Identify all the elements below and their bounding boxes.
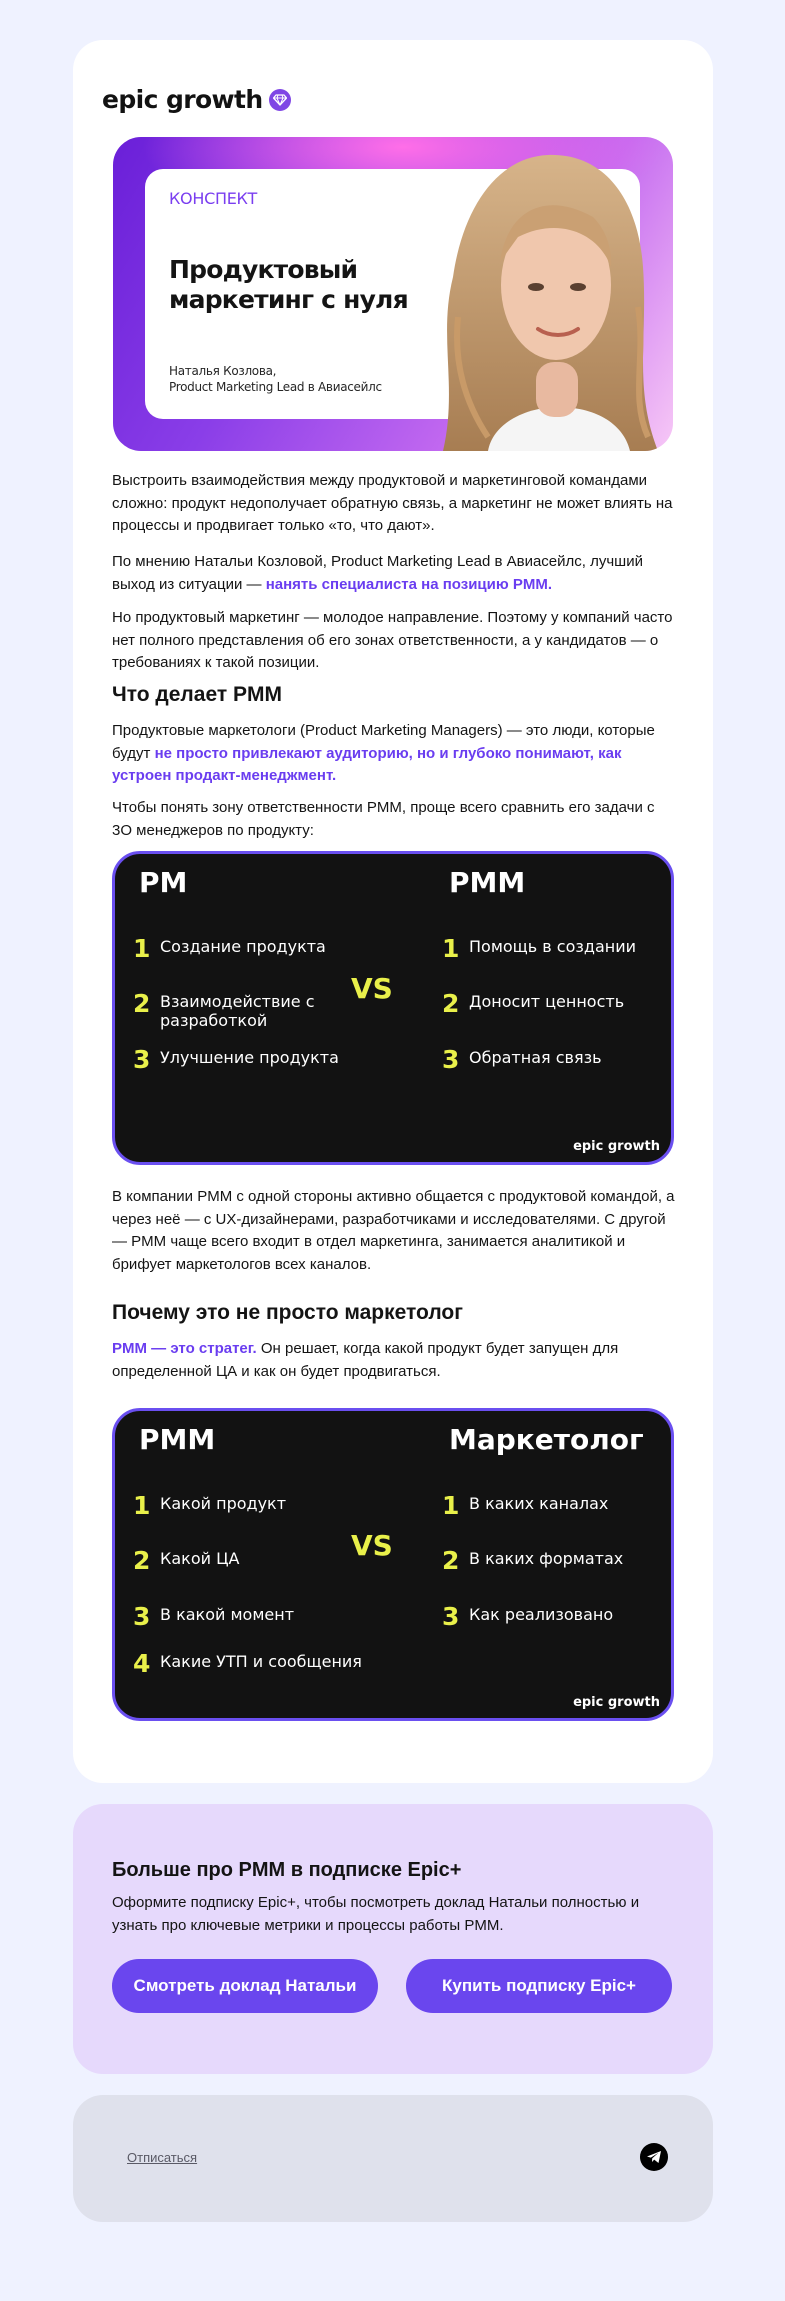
- promo-card: [73, 1804, 713, 2074]
- section1-highlight: не просто привлекают аудиторию, но и глубоко понимают, как устроен продакт-менеджмент.: [112, 744, 622, 784]
- hero-kicker: КОНСПЕКТ: [169, 189, 258, 208]
- watch-talk-button[interactable]: Смотреть доклад Натальи: [112, 1959, 378, 2013]
- item-text: Как реализовано: [469, 1605, 614, 1624]
- list-item: [442, 1046, 659, 1074]
- telegram-icon[interactable]: [640, 2143, 668, 2171]
- unsubscribe-link[interactable]: Отписаться: [127, 2150, 198, 2165]
- hero-title: Продуктовый маркетинг с нуля: [169, 255, 408, 314]
- author-role: Product Marketing Lead в Авиасейлс: [169, 380, 382, 394]
- brand-logo[interactable]: [102, 85, 291, 114]
- section2-paragraph: [112, 1338, 678, 1383]
- hire-pmm-link[interactable]: нанять специалиста на позицию PMM.: [265, 575, 553, 593]
- item-text: Улучшение продукта: [160, 1048, 339, 1067]
- list-item: [133, 1492, 286, 1520]
- item-number: 1: [133, 1491, 151, 1520]
- list-item: [442, 1603, 613, 1631]
- comparison-pmm-vs-marketer: [112, 1408, 674, 1721]
- item-text: Обратная связь: [469, 1048, 602, 1067]
- item-text: Какой ЦА: [160, 1549, 240, 1568]
- list-item: [442, 935, 659, 963]
- item-text: В какой момент: [160, 1605, 295, 1624]
- speaker-portrait: [398, 137, 673, 451]
- list-item: [133, 935, 330, 963]
- list-item: [133, 990, 330, 1030]
- footer-card: [73, 2095, 713, 2222]
- item-text: Взаимодействие с разработкой: [160, 992, 315, 1030]
- item-text: Доносит ценность: [469, 992, 625, 1011]
- compare-right-title: PMM: [449, 866, 526, 899]
- item-text: В каких форматах: [469, 1549, 624, 1568]
- compare-left-title: PMM: [139, 1423, 216, 1456]
- item-number: 2: [442, 989, 460, 1018]
- intro-p2-text: По мнению Натальи Козловой, Product Marketing Lead в Авиасейлс, лучший выход из ситуации —: [112, 553, 643, 593]
- list-item: [442, 990, 659, 1018]
- item-text: В каких каналах: [469, 1494, 609, 1513]
- item-number: 3: [133, 1602, 151, 1631]
- item-number: 1: [442, 1491, 460, 1520]
- item-number: 3: [133, 1045, 151, 1074]
- item-text: Какие УТП и сообщения: [160, 1652, 362, 1671]
- list-item: [442, 1492, 608, 1520]
- section-title-not-just-marketer: Почему это не просто маркетолог: [112, 1301, 463, 1324]
- item-text: Создание продукта: [160, 937, 326, 956]
- item-number: 2: [133, 989, 151, 1018]
- diamond-icon: [269, 89, 291, 111]
- list-item: [133, 1547, 239, 1575]
- hero-banner: [113, 137, 673, 451]
- compare-brand-watermark: epic growth: [573, 1695, 660, 1710]
- promo-text: Оформите подписку Epic+, чтобы посмотреть доклад Натальи полностью и узнать про ключевые метрики и процессы работы PMM.: [112, 1894, 640, 1934]
- compare-left-title: PM: [139, 866, 188, 899]
- item-text: Какой продукт: [160, 1494, 287, 1513]
- intro-paragraph-3: Но продуктовый маркетинг — молодое направление. Поэтому у компаний часто нет полного представления об его зонах ответственности, а у кандидатов — о требованиях к такой позиции.: [112, 609, 673, 671]
- section2-text: Он решает, когда какой продукт будет запущен для определенной ЦА и как он будет продвигаться.: [112, 1340, 619, 1380]
- item-number: 1: [133, 934, 151, 963]
- author-name: Наталья Козлова,: [169, 364, 277, 378]
- list-item: [442, 1547, 623, 1575]
- logo-text: epic growth: [102, 85, 263, 114]
- item-number: 2: [133, 1546, 151, 1575]
- buy-subscription-button[interactable]: Купить подписку Epic+: [406, 1959, 672, 2013]
- section-title-what-pmm-does: Что делает PMM: [112, 683, 282, 706]
- item-number: 1: [442, 934, 460, 963]
- section2-highlight: PMM — это стратег.: [112, 1340, 257, 1357]
- item-number: 3: [442, 1045, 460, 1074]
- promo-title: Больше про PMM в подписке Epic+: [112, 1859, 462, 1881]
- list-item: [133, 1650, 362, 1678]
- hero-author: [169, 363, 382, 395]
- intro-paragraph-1: Выстроить взаимодействия между продуктовой и маркетинговой командами сложно: продукт недополучает обратную связь, а маркетинг не может влиять на процессы и продвигает только «то, что дают».: [112, 472, 673, 534]
- item-text: Помощь в создании: [469, 937, 636, 956]
- item-number: 3: [442, 1602, 460, 1631]
- intro-paragraph-2: [112, 551, 678, 596]
- list-item: [133, 1046, 350, 1074]
- section1-after-paragraph: В компании PMM с одной стороны активно общается с продуктовой командой, а через неё — с UX-дизайнерами, разработчиками и исследователями. С другой — PMM чаще всего входит в отдел маркетинга, занимается аналитикой и брифует маркетологов всех каналов.: [112, 1188, 675, 1273]
- item-number: 2: [442, 1546, 460, 1575]
- item-number: 4: [133, 1649, 151, 1678]
- article-card: [73, 40, 713, 1783]
- section1-paragraph-2: Чтобы понять зону ответственности PMM, проще всего сравнить его задачи с 3О менеджеров по продукту:: [112, 799, 655, 839]
- list-item: [133, 1603, 294, 1631]
- comparison-pm-vs-pmm: [112, 851, 674, 1165]
- compare-brand-watermark: epic growth: [573, 1139, 660, 1154]
- compare-right-title: Маркетолог: [449, 1423, 644, 1456]
- section1-paragraph-1: [112, 720, 678, 788]
- vs-label: VS: [351, 1529, 393, 1562]
- section1-p1-text: Продуктовые маркетологи (Product Marketing Managers) — это люди, которые будут: [112, 722, 655, 762]
- vs-label: VS: [351, 972, 393, 1005]
